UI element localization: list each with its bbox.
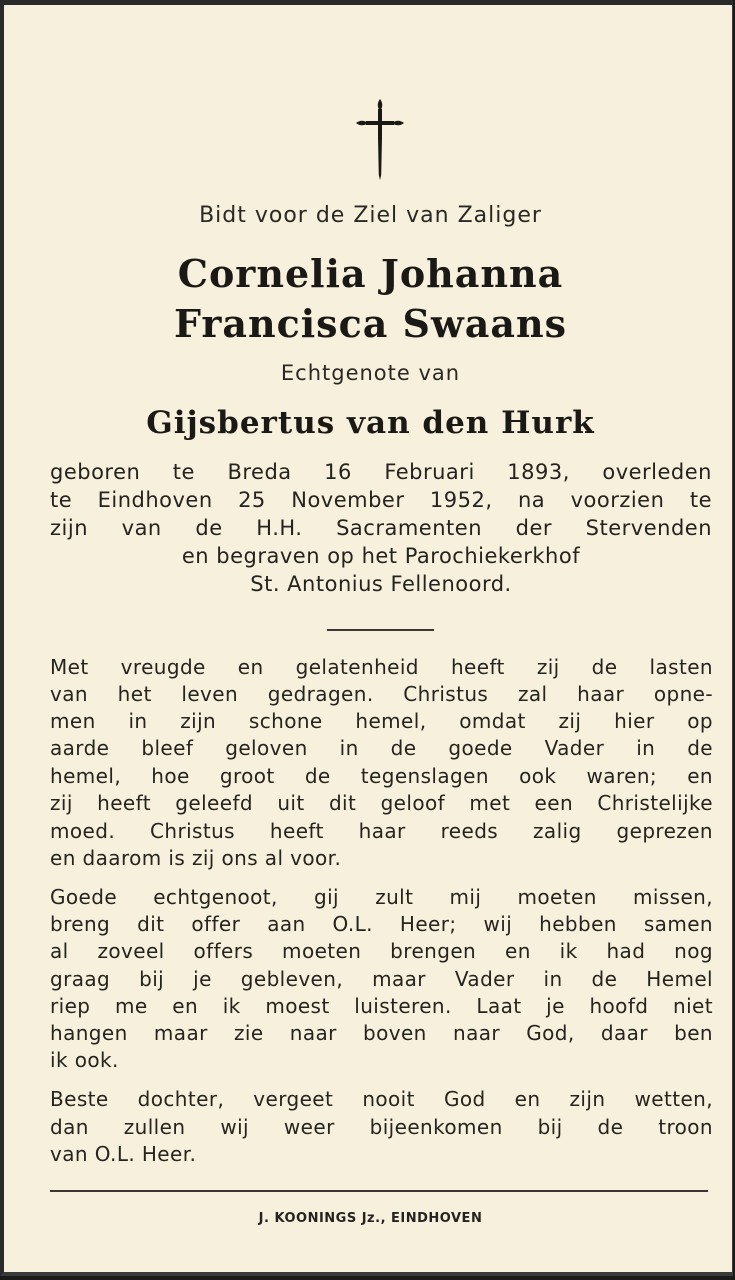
cross-icon	[354, 97, 406, 181]
paragraph-1-line: moed. Christus heeft haar reeds zalig geprezen	[50, 819, 713, 843]
paragraph-2-line: graag bij je gebleven, maar Vader in de Hemel	[50, 967, 713, 991]
paragraph-2-line: ik ook.	[50, 1048, 119, 1072]
paragraph-2-line: al zoveel offers moeten brengen en ik had nog	[50, 939, 713, 963]
paragraph-1-line: Met vreugde en gelatenheid heeft zij de lasten	[50, 655, 713, 679]
footer-divider	[50, 1190, 708, 1192]
paragraph-2-line: hangen maar zie naar boven naar God, daar ben	[50, 1021, 713, 1045]
paragraph-3-line: Beste dochter, vergeet nooit God en zijn wetten,	[50, 1087, 713, 1111]
paragraph-2-line: riep me en ik moest luisteren. Laat je hoofd niet	[50, 994, 713, 1018]
paragraph-1-line: men in zijn schone hemel, omdat zij hier op	[50, 709, 713, 733]
spouse-intro: Echtgenote van	[280, 361, 461, 385]
deceased-name-line-2: Francisca Swaans	[174, 301, 567, 346]
section-divider	[327, 629, 434, 631]
biography-line: en begraven op het Parochiekerkhof	[181, 544, 581, 568]
paragraph-1-line: en daarom is zij ons al voor.	[50, 846, 342, 870]
paragraph-2-line: breng dit offer aan O.L. Heer; wij hebben samen	[50, 912, 713, 936]
paragraph-2-line: Goede echtgenoot, gij zult mij moeten missen,	[50, 885, 713, 909]
paragraph-1-line: hemel, hoe groot de tegenslagen ook waren; en	[50, 764, 713, 788]
spouse-name: Gijsbertus van den Hurk	[146, 405, 595, 441]
paragraph-1-line: van het leven gedragen. Christus zal haar opne-	[50, 682, 713, 706]
paragraph-3-line: dan zullen wij weer bijeenkomen bij de troon	[50, 1115, 713, 1139]
deceased-name-line-1: Cornelia Johanna	[177, 251, 564, 296]
paragraph-1-line: aarde bleef geloven in de goede Vader in de	[50, 736, 713, 760]
biography-line: St. Antonius Fellenoord.	[250, 572, 512, 596]
paragraph-3-line: van O.L. Heer.	[50, 1142, 197, 1166]
printer-credit: J. KOONINGS Jz., EINDHOVEN	[258, 1211, 483, 1226]
biography-line: zijn van de H.H. Sacramenten der Stervenden	[50, 516, 712, 540]
paragraph-1-line: zij heeft geleefd uit dit geloof met een Christelijke	[50, 791, 713, 815]
biography-line: te Eindhoven 25 November 1952, na voorzien te	[50, 488, 712, 512]
biography-line: geboren te Breda 16 Februari 1893, overleden	[50, 460, 712, 484]
prayer-line: Bidt voor de Ziel van Zaliger	[199, 203, 542, 228]
